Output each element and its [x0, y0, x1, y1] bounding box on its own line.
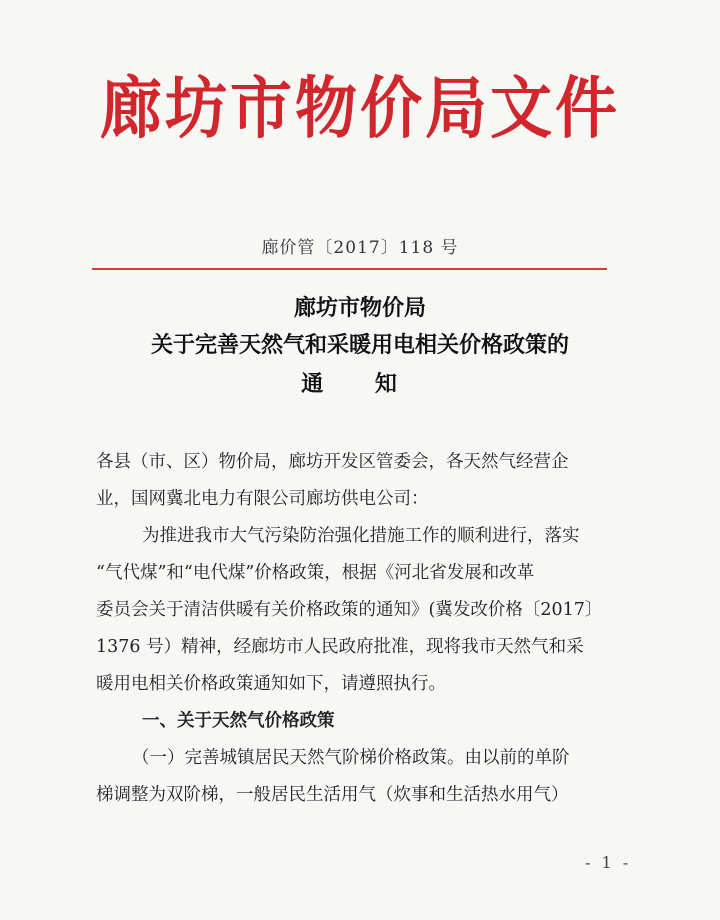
body-line: 委员会关于清洁供暖有关价格政策的通知》(冀发改价格〔2017〕	[96, 600, 603, 620]
letterhead-title: 廊坊市物价局文件	[99, 69, 620, 148]
notice-body	[96, 444, 616, 814]
page-number: - 1 -	[585, 853, 632, 872]
red-divider-rule	[92, 268, 607, 270]
notice-title-issuer: 廊坊市物价局	[293, 295, 426, 321]
body-line: 暖用电相关价格政策通知如下，请遵照执行。	[96, 674, 446, 694]
body-line: 业，国网冀北电力有限公司廊坊供电公司：	[96, 489, 429, 509]
body-line: 1376 号）精神，经廊坊市人民政府批准，现将我市天然气和采	[96, 637, 584, 657]
body-line: 各县（市、区）物价局，廊坊开发区管委会，各天然气经营企	[96, 452, 569, 472]
body-line: 为推进我市大气污染防治强化措施工作的顺利进行，落实	[142, 526, 580, 546]
document-number: 廊价管〔2017〕118 号	[261, 238, 459, 258]
body-line: 梯调整为双阶梯，一般居民生活用气（炊事和生活热水用气）	[96, 785, 569, 805]
body-line: “气代煤”和“电代煤”价格政策，根据《河北省发展和改革	[96, 563, 535, 583]
notice-title	[0, 290, 720, 403]
body-line: （一）完善城镇居民天然气阶梯价格政策。由以前的单阶	[132, 748, 570, 768]
notice-title-type: 通 知	[301, 371, 419, 397]
section-heading: 一、关于天然气价格政策	[142, 711, 335, 731]
notice-title-subject: 关于完善天然气和采暖用电相关价格政策的	[150, 332, 569, 358]
